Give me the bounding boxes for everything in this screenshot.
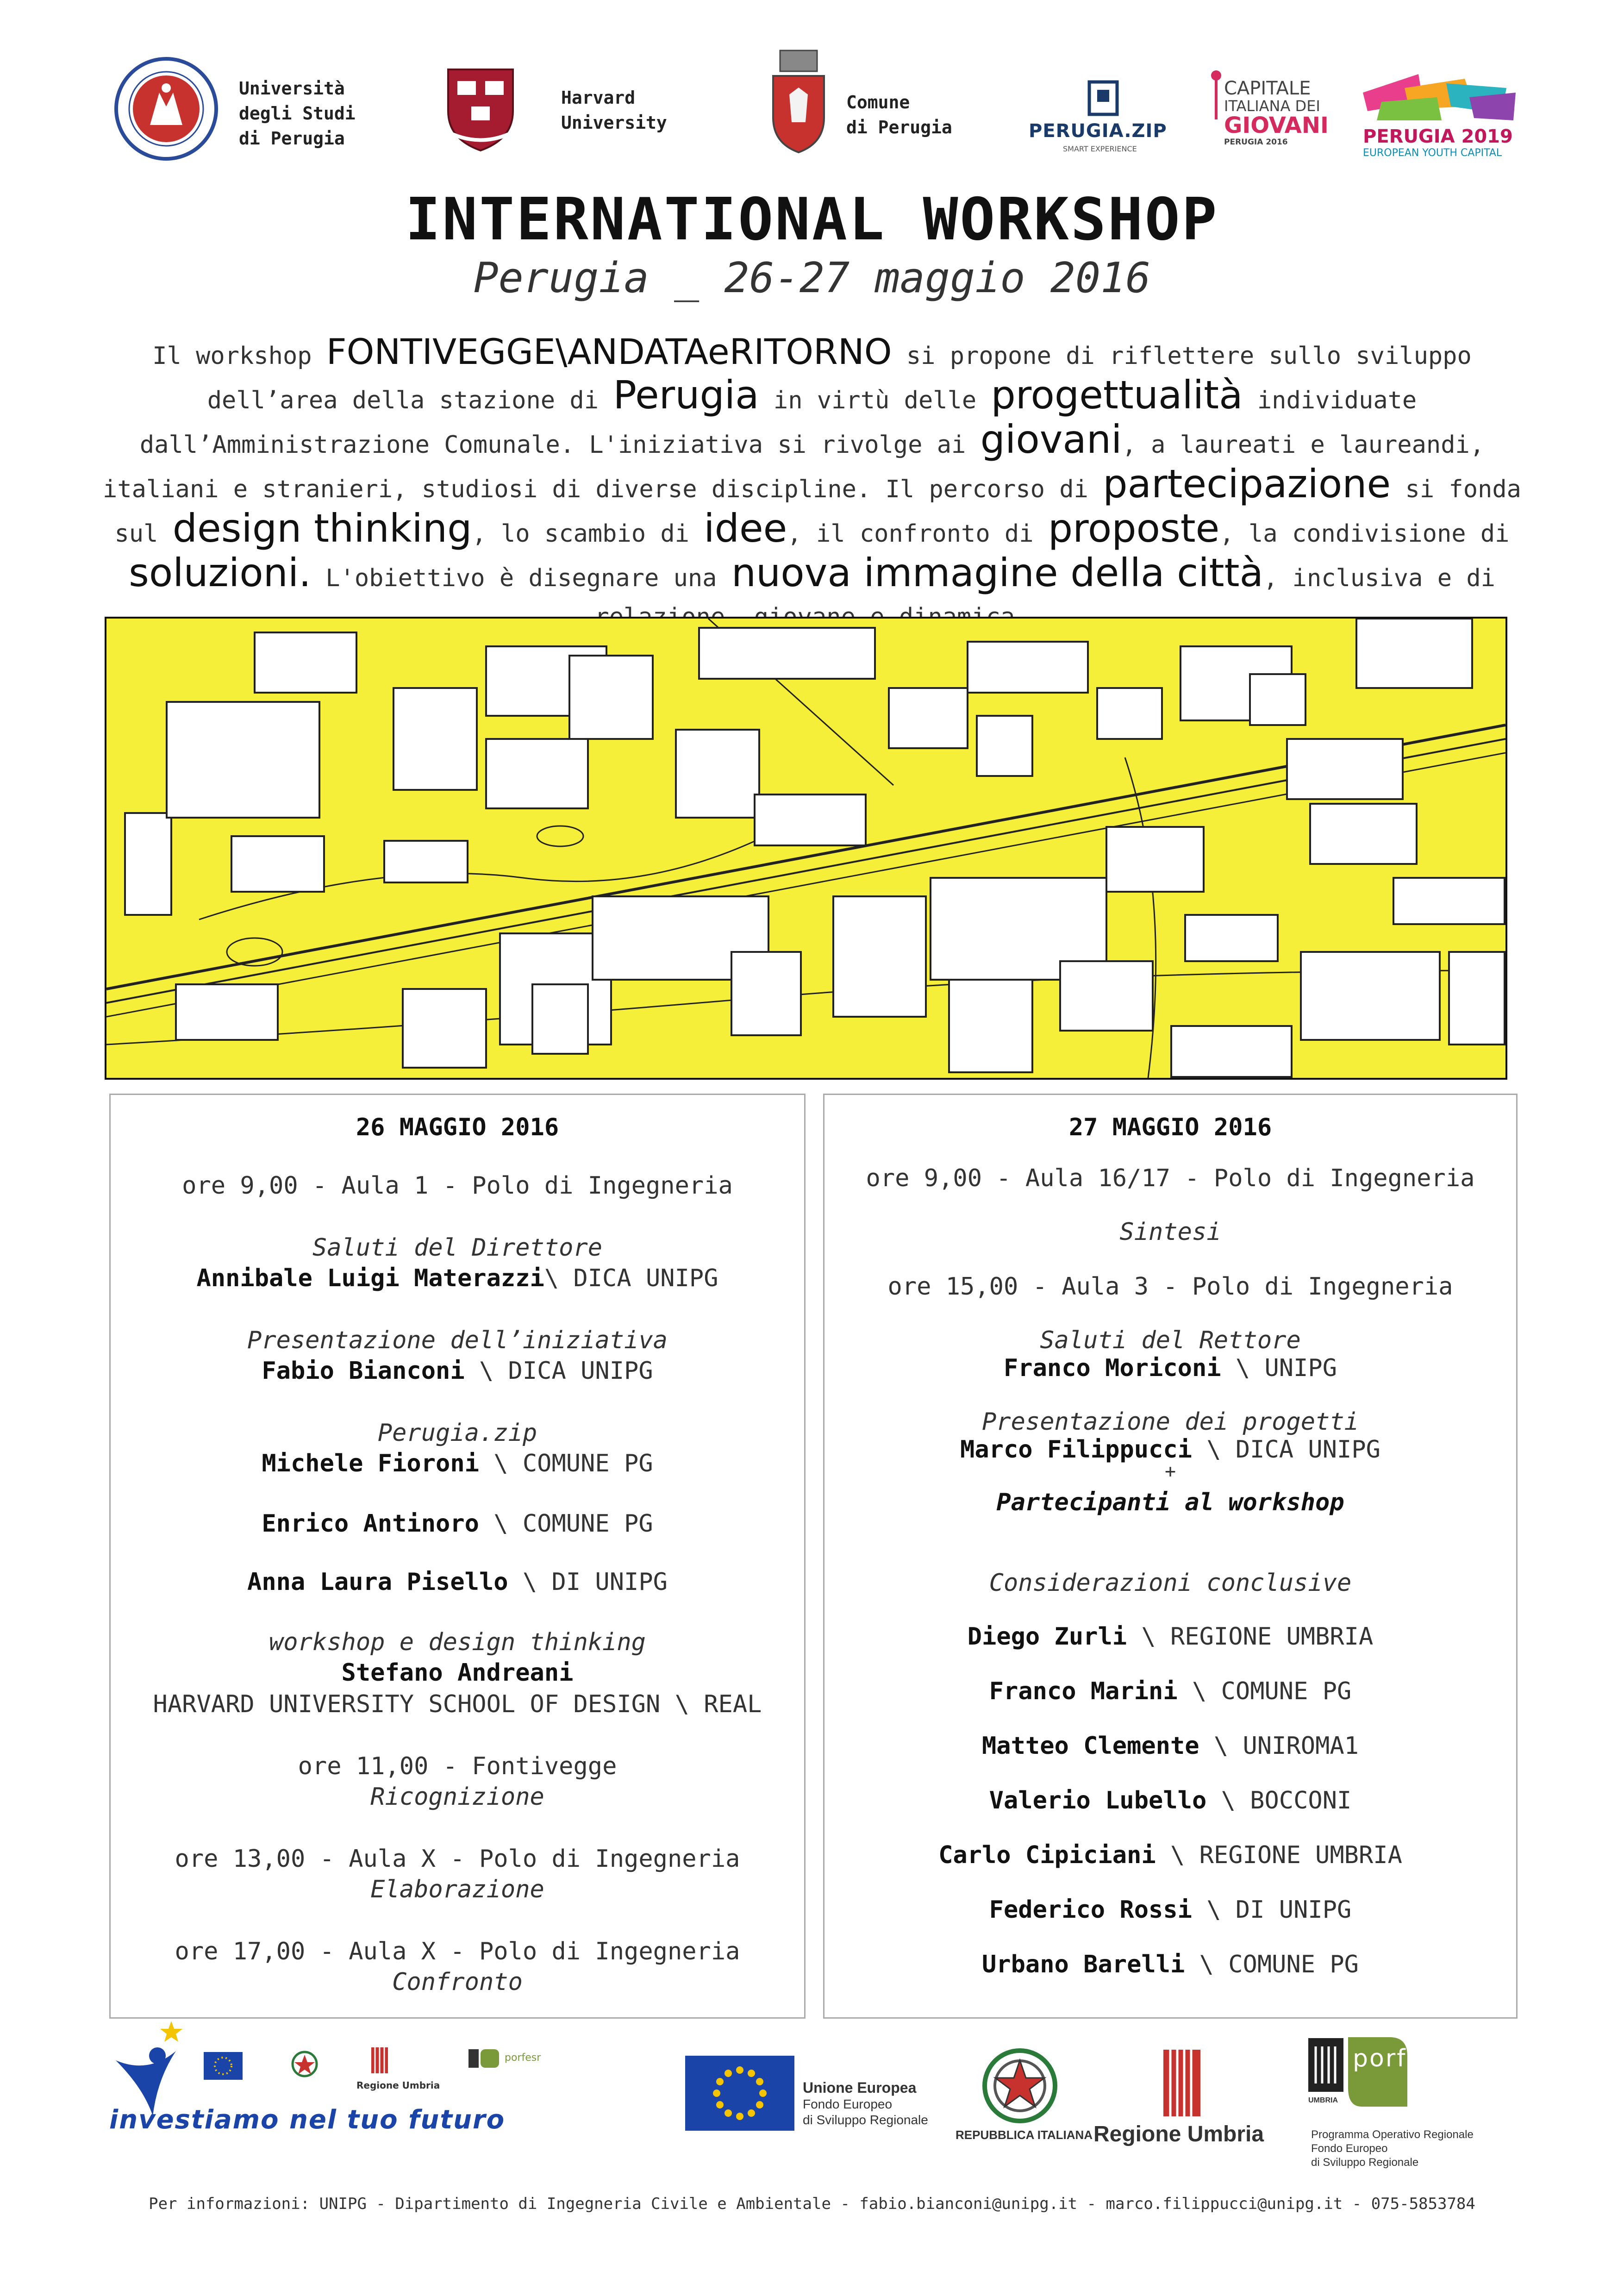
day1-time-4: ore 17,00 - Aula X - Polo di Ingegneria: [175, 1938, 740, 1965]
day1-speaker: Annibale Luigi Materazzi\ DICA UNIPG: [196, 1264, 718, 1292]
por-brand: porfesr: [1353, 2045, 1448, 2072]
day1-time-1: ore 9,00 - Aula 1 - Polo di Ingegneria: [182, 1172, 733, 1200]
por-umbria-label: UMBRIA: [1308, 2096, 1338, 2104]
eu-flag-icon: [685, 2056, 794, 2131]
header: [0, 0, 1624, 167]
day2-speaker: Valerio Lubello \ BOCCONI: [989, 1787, 1352, 1814]
perugia2019-tag: EUROPEAN YOUTH CAPITAL: [1363, 147, 1502, 159]
day2-session-label: Considerazioni conclusive: [989, 1569, 1352, 1597]
small-porfesr-icon: [468, 2047, 500, 2071]
page-title: INTERNATIONAL WORKSHOP: [405, 185, 1219, 253]
intro-keyword: Perugia: [613, 372, 759, 418]
intro-keyword: progettualità: [991, 372, 1243, 418]
day1-activity: Ricognizione: [370, 1783, 544, 1811]
perugia-zip-name: PERUGIA.ZIP: [1029, 120, 1167, 142]
intro-keyword: FONTIVEGGE\ANDATAeRITORNO: [326, 331, 892, 372]
repubblica-emblem-icon: [981, 2046, 1059, 2125]
day2-plus: +: [1164, 1461, 1176, 1482]
sponsor-bar: [0, 2019, 1624, 2176]
capitale-logo: CAPITALE ITALIANA DEI GIOVANI PERUGIA 2016: [1224, 78, 1329, 147]
day2-time-1: ore 9,00 - Aula 16/17 - Polo di Ingegneria: [866, 1164, 1475, 1192]
capitale-pin-icon: [1210, 69, 1222, 120]
day1-session-label: Perugia.zip: [377, 1419, 537, 1447]
day2-speaker: Diego Zurli \ REGIONE UMBRIA: [967, 1623, 1374, 1651]
day1-time-2: ore 11,00 - Fontivegge: [298, 1752, 617, 1780]
day1-speaker: Stefano Andreani: [341, 1659, 574, 1687]
day1-activity: Confronto: [392, 1968, 523, 1996]
contact-info: Per informazioni: UNIPG - Dipartimento di Ingegneria Civile e Ambientale - fabio.bianconi@unipg.it - marco.filippucci@unipg.it - 075-5853784: [149, 2195, 1475, 2213]
intro-keyword: partecipazione: [1103, 461, 1391, 507]
small-emblem-icon: [291, 2049, 319, 2082]
regione-umbria-label: Regione Umbria: [1093, 2122, 1264, 2146]
day2-speaker: Urbano Barelli \ COMUNE PG: [982, 1951, 1359, 1978]
day2-participants: Partecipanti al workshop: [996, 1489, 1344, 1516]
day1-session-label: workshop e design thinking: [269, 1628, 646, 1656]
day2-speaker: Federico Rossi \ DI UNIPG: [989, 1896, 1352, 1924]
day2-session-label: Saluti del Rettore: [1040, 1326, 1301, 1354]
intro-keyword: design thinking: [172, 506, 472, 551]
day2-session-label: Presentazione dei progetti: [982, 1408, 1359, 1436]
day1-speaker: Michele Fioroni \ COMUNE PG: [262, 1450, 653, 1477]
day1-affiliation: HARVARD UNIVERSITY SCHOOL OF DESIGN \ REAL: [153, 1690, 762, 1718]
eu-label: Unione Europea Fondo Europeo di Sviluppo Regionale: [803, 2079, 928, 2127]
intro-paragraph: Il workshop FONTIVEGGE\ANDATAeRITORNO si propone di riflettere sullo sviluppo dell’area della stazione di Perugia in virtù delle progettualità individuate dall’Amministrazione Comunale. L'iniziativa si rivolge ai giovani, a laureati e laureandi, italiani e stranieri, studiosi di diverse discipline. Il percorso di partecipazione si fonda sul design thinking, lo scambio di idee, il confronto di proposte, la condivisione di soluzioni. L'obiettivo è disegnare una nuova immagine della città, inclusiva e di: [103, 331, 1521, 595]
day1-program: [109, 1094, 806, 2019]
investiamo-slogan: investiamo nel tuo futuro: [109, 2105, 506, 2135]
small-regione-label: Regione Umbria: [356, 2080, 440, 2091]
repubblica-label: REPUBBLICA ITALIANA: [956, 2128, 1093, 2142]
por-umbria-icon: [1307, 2037, 1344, 2093]
day2-speaker: Franco Moriconi \ UNIPG: [1003, 1354, 1337, 1382]
regione-umbria-icon: [1162, 2048, 1202, 2118]
day2-speaker: Carlo Cipiciani \ REGIONE UMBRIA: [938, 1841, 1402, 1869]
day1-speaker: Enrico Antinoro \ COMUNE PG: [262, 1510, 653, 1538]
day1-speaker: Anna Laura Pisello \ DI UNIPG: [247, 1568, 668, 1596]
small-eu-flag-icon: [204, 2052, 243, 2080]
day1-activity: Elaborazione: [370, 1876, 544, 1903]
unipg-name: Università degli Studi di Perugia: [239, 78, 356, 149]
intro-keyword: idee: [704, 506, 787, 551]
station-area-map: [105, 617, 1507, 1080]
small-regione-icon: [370, 2046, 389, 2074]
perugia-zip-tag: SMART EXPERIENCE: [1063, 144, 1137, 153]
perugia2019-name: PERUGIA 2019: [1363, 126, 1513, 147]
harvard-shield-icon: [443, 65, 518, 153]
intro-keyword: giovani: [980, 417, 1122, 462]
day1-session-label: Saluti del Direttore: [312, 1234, 603, 1262]
intro-keyword: proposte: [1048, 506, 1220, 551]
day2-speaker: Marco Filippucci \ DICA UNIPG: [960, 1436, 1380, 1464]
day2-speaker: Matteo Clemente \ UNIROMA1: [982, 1732, 1359, 1760]
day1-heading: 26 MAGGIO 2016: [356, 1114, 559, 1141]
map-illustration: [106, 619, 1505, 1078]
comune-crest-icon: [768, 48, 829, 155]
day1-time-3: ore 13,00 - Aula X - Polo di Ingegneria: [175, 1845, 740, 1873]
por-label: Programma Operativo Regionale Fondo Europeo di Sviluppo Regionale: [1311, 2128, 1474, 2169]
day2-activity: Sintesi: [1119, 1218, 1221, 1246]
unipg-seal-icon: [113, 56, 219, 162]
day1-speaker: Fabio Bianconi \ DICA UNIPG: [262, 1357, 653, 1385]
day2-heading: 27 MAGGIO 2016: [1068, 1114, 1272, 1141]
day2-speaker: Franco Marini \ COMUNE PG: [989, 1677, 1352, 1705]
page-subtitle: Perugia _ 26-27 maggio 2016: [473, 254, 1151, 302]
day2-time-2: ore 15,00 - Aula 3 - Polo di Ingegneria: [887, 1273, 1453, 1301]
intro-keyword: nuova immagine della città: [731, 550, 1264, 595]
comune-name: Comune di Perugia: [846, 92, 952, 138]
perugia-zip-logo-icon: [1087, 80, 1119, 117]
day1-session-label: Presentazione dell’iniziativa: [247, 1326, 668, 1354]
perugia2019-logo-icon: [1363, 74, 1516, 125]
day2-program: [823, 1094, 1518, 2019]
intro-keyword: soluzioni.: [129, 550, 311, 595]
small-porfesr-label: porfesr: [505, 2052, 541, 2064]
harvard-name: Harvard University: [561, 88, 667, 133]
